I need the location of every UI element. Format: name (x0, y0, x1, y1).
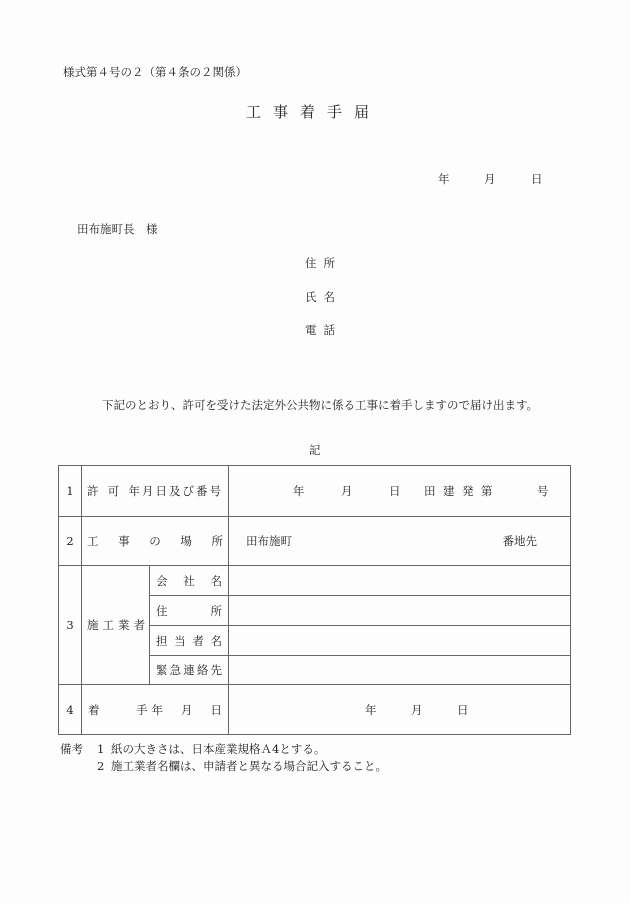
contractor-address-label (150, 596, 229, 626)
table-row-permit (59, 466, 571, 517)
company-name-field[interactable] (229, 566, 571, 596)
contractor-label-text: 施工業者 (87, 618, 149, 632)
start-label-right (150, 685, 229, 735)
label-char: 年 (151, 702, 163, 717)
label-char: の (149, 534, 161, 548)
label-char: 急 (169, 663, 182, 677)
note-item (60, 758, 387, 775)
permit-prefix-char: 発 (462, 484, 474, 498)
label-char: 名 (210, 633, 222, 648)
label-char: 所 (211, 534, 223, 548)
location-suffix: 番地先 (502, 534, 537, 548)
label-char: 絡 (196, 663, 209, 677)
permit-prefix-char: 第 (481, 484, 493, 498)
notes-heading: 備考 (60, 742, 83, 756)
label-char: 事 (118, 534, 130, 548)
notice-table (58, 465, 571, 735)
start-date-field[interactable] (229, 685, 571, 735)
company-name-label (150, 566, 229, 596)
date-day-label: 日 (531, 172, 543, 186)
label-char: 日 (210, 702, 222, 717)
row-number: 4 (59, 685, 82, 735)
row-number: 1 (59, 466, 82, 517)
label-char: 緊 (156, 663, 168, 677)
label-char: 会 (156, 573, 168, 588)
permit-day: 日 (389, 484, 401, 498)
ki-heading: 記 (309, 443, 321, 457)
label-char: 名 (210, 573, 222, 588)
label-char: 月 (181, 702, 193, 717)
note-number: 1 (97, 742, 105, 756)
addressee: 田布施町長 様 (77, 222, 158, 236)
note-text: 紙の大きさは、日本産業規格Ａ4とする。 (111, 742, 326, 756)
contractor-address-field[interactable] (229, 596, 571, 626)
person-in-charge-label (150, 626, 229, 656)
contractor-label (82, 566, 150, 685)
start-month: 月 (411, 702, 423, 717)
note-number: 2 (97, 759, 105, 773)
permit-prefix-char: 田 (424, 484, 436, 498)
person-in-charge-field[interactable] (229, 626, 571, 656)
permit-value-field[interactable] (229, 466, 571, 517)
applicant-address-label: 住所 (305, 256, 342, 270)
emergency-contact-label (150, 656, 229, 685)
start-day: 日 (457, 702, 469, 717)
permit-month: 月 (341, 484, 353, 498)
emergency-contact-field[interactable] (229, 656, 571, 685)
permit-number-suffix: 号 (537, 484, 549, 498)
start-year: 年 (365, 702, 377, 717)
label-char: 所 (210, 603, 222, 618)
label-char: 可 (107, 484, 120, 498)
label-char: 連 (183, 663, 195, 677)
label-char: 先 (210, 663, 222, 677)
location-label (82, 517, 229, 566)
document-title: 工事着手届 (246, 103, 382, 121)
label-char: 工 (87, 534, 99, 548)
applicant-phone-label: 電話 (305, 323, 342, 337)
intro-text: 下記のとおり、許可を受けた法定外公共物に係る工事に着手しますので届け出ます。 (101, 398, 539, 412)
label-char: 住 (156, 603, 168, 618)
table-row-location (59, 517, 571, 566)
location-town: 田布施町 (246, 534, 292, 548)
label-char: 手 (136, 702, 148, 717)
permit-prefix-char: 建 (443, 484, 455, 498)
date-month-label: 月 (484, 172, 496, 186)
location-value-field[interactable] (229, 517, 571, 566)
label-char: 着 (88, 702, 100, 717)
label-char: 許 (87, 484, 99, 498)
label-char: 当 (174, 633, 186, 648)
permit-year: 年 (293, 484, 305, 498)
table-row-contractor-company (59, 566, 571, 596)
label-char: 年月日及び番号 (128, 484, 223, 498)
start-label-left (82, 685, 150, 735)
note-text: 施工業者名欄は、申請者と異なる場合記入すること。 (111, 759, 387, 773)
row-number: 2 (59, 517, 82, 566)
label-char: 社 (183, 573, 195, 588)
table-row-start-date (59, 685, 571, 735)
permit-label (82, 466, 229, 517)
applicant-name-label: 氏名 (305, 290, 342, 304)
notes-section (60, 741, 387, 775)
label-char: 場 (180, 534, 192, 548)
row-number: 3 (59, 566, 82, 685)
form-number: 様式第４号の２（第４条の２関係） (63, 65, 247, 79)
note-item (60, 741, 387, 758)
label-char: 担 (156, 633, 168, 648)
label-char: 者 (192, 633, 204, 648)
date-year-label: 年 (438, 172, 450, 186)
